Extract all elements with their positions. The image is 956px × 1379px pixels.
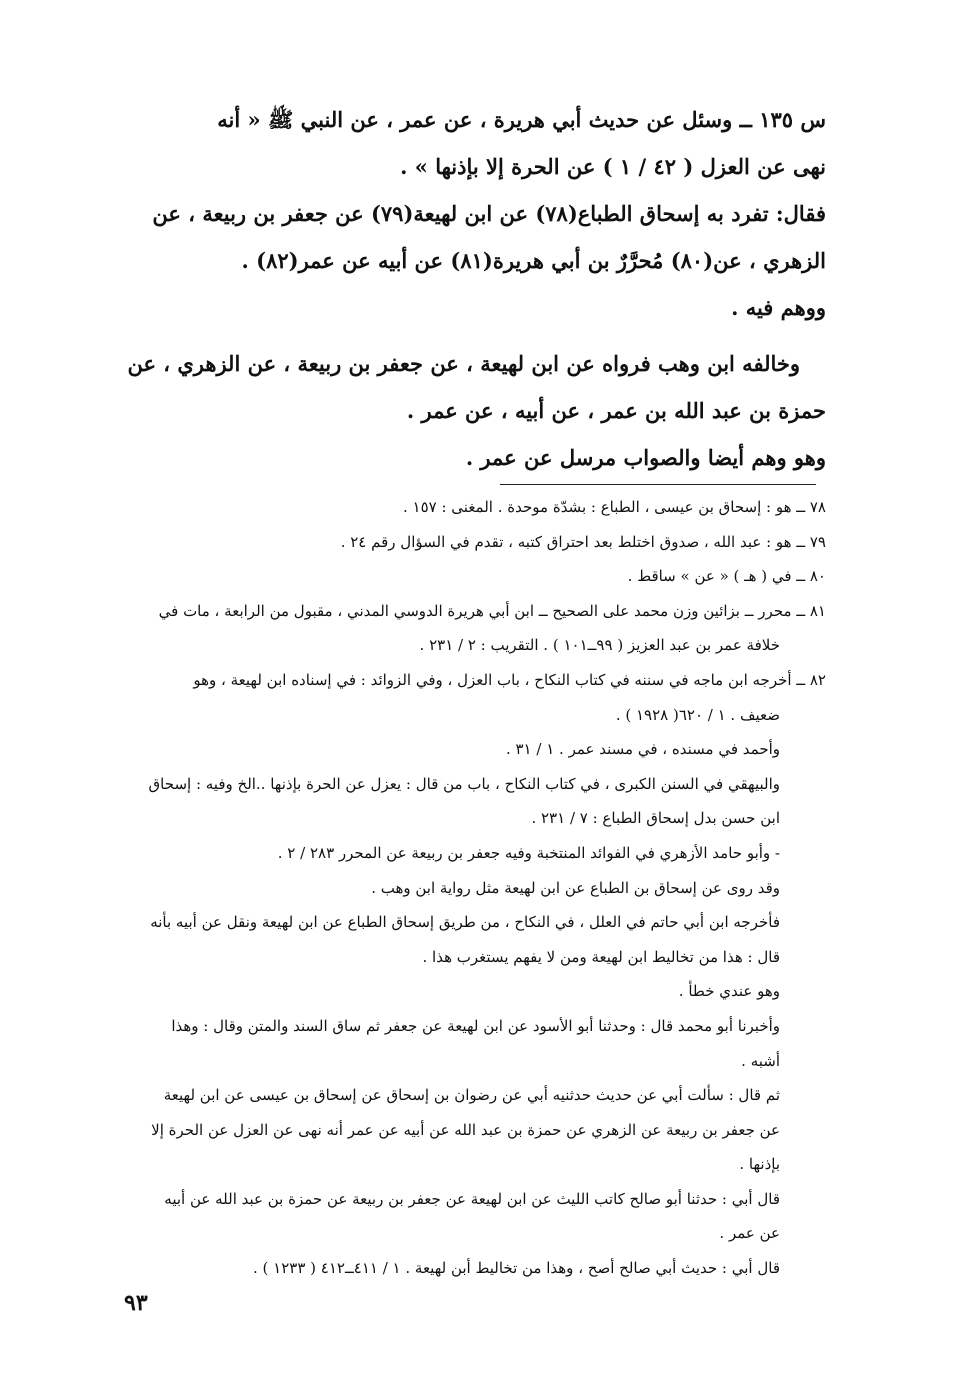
answer-line: وهو وهم أيضا والصواب مرسل عن عمر . xyxy=(465,445,826,470)
footnote-82-line: بإذنها . xyxy=(739,1155,780,1174)
footnote-81-continued: خلافة عمر بن عبد العزيز ( ٩٩ــ١٠١ ) . التقريب : ٢ / ٢٣١ . xyxy=(419,636,780,655)
footnote-82-line: ابن حسن بدل إسحاق الطباع : ٧ / ٢٣١ . xyxy=(531,809,780,828)
answer-line: فقال: تفرد به إسحاق الطباع(٧٨) عن ابن لهيعة(٧٩) عن جعفر بن ربيعة ، عن xyxy=(152,201,826,226)
footnote-78: ٧٨ ــ هو : إسحاق بن عيسى ، الطباع : بشدّة موحدة . المغنى : ١٥٧ . xyxy=(402,498,826,516)
footnote-82-line: قال : هذا من تخاليط ابن لهيعة ومن لا يفهم يستغرب هذا . xyxy=(422,947,780,966)
answer-line: الزهري ، عن(٨٠) مُحرَّرٌ بن أبي هريرة(٨١) عن أبيه عن عمر(٨٢) . xyxy=(241,248,826,273)
footnote-82-line: ضعيف . ١ / ٦٢٠( ١٩٢٨ ) . xyxy=(615,705,780,724)
footnote-82-line: وقد روى عن إسحاق بن الطباع عن ابن لهيعة مثل رواية ابن وهب . xyxy=(371,878,780,897)
question-line: نهى عن العزل ( ٤٢ / ١ ) عن الحرة إلا بإذنها » . xyxy=(400,154,826,179)
footnote-79: ٧٩ ــ هو : عبد الله ، صدوق اختلط بعد احتراق كتبه ، تقدم في السؤال رقم ٢٤ . xyxy=(340,532,826,551)
footnote-82-line: فأخرجه ابن أبي حاتم في العلل ، في النكاح ، من طريق إسحاق الطباع عن ابن لهيعة ونقل عن أبيه بأنه xyxy=(150,913,780,932)
answer-line: حمزة بن عبد الله بن عمر ، عن أبيه ، عن عمر . xyxy=(406,398,826,423)
footnotes xyxy=(126,490,826,1286)
footnote-81: ٨١ ــ محرر ــ بزائين وزن محمد على الصحيح ــ ابن أبي هريرة الدوسي المدني ، مقبول من الرابعة ، مات في xyxy=(158,601,826,620)
footnote-82-line: عن جعفر بن ربيعة عن الزهري عن حمزة بن عبد الله عن أبيه عن عمر أنه نهى عن العزل عن الحرة إلا xyxy=(151,1120,780,1139)
footnote-82: ٨٢ ــ أخرجه ابن ماجه في سننه في كتاب النكاح ، باب العزل ، وفي الزوائد : في إسناده ابن لهيعة ، وهو xyxy=(193,670,826,689)
footnote-separator xyxy=(500,484,816,485)
question-line: س ١٣٥ ــ وسئل عن حديث أبي هريرة ، عن عمر ، عن النبي ﷺ « أنه xyxy=(217,107,826,132)
footnote-82-line: قال أبي : حديث أبي صالح أصح ، وهذا من تخاليط أبن لهيعة . ١ / ٤١١ــ٤١٢ ( ١٢٣٣ ) . xyxy=(253,1259,780,1278)
page-number: ٩٣ xyxy=(124,1290,148,1316)
footnote-82-line: أشبه . xyxy=(741,1051,780,1070)
footnote-82-line: وأخبرنا أبو محمد قال : وحدثنا أبو الأسود عن ابن لهيعة عن جعفر ثم ساق السند والمتن وقال : وهذا xyxy=(171,1016,780,1035)
footnote-82-line: عن عمر . xyxy=(719,1224,780,1243)
footnote-82-line: والبيهقي في السنن الكبرى ، في كتاب النكاح ، باب من قال : يعزل عن الحرة بإذنها ..الخ وفيه : إسحاق xyxy=(148,774,780,793)
footnote-82-line: ثم قال : سألت أبي عن حديث حدثنيه أبي عن رضوان بن إسحاق عن إسحاق بن عيسى عن ابن لهيعة xyxy=(163,1086,780,1105)
footnote-82-line: - وأبو حامد الأزهري في الفوائد المنتخبة وفيه جعفر بن ربيعة عن المحرر ٢٨٣ / ٢ . xyxy=(277,843,780,862)
footnote-82-line: وهو عندي خطأ . xyxy=(678,982,780,1001)
footnote-82-line: وأحمد في مسنده ، في مسند عمر . ١ / ٣١ . xyxy=(505,740,780,759)
footnote-80: ٨٠ ــ في ( هـ ) « عن » ساقط . xyxy=(627,567,826,586)
footnote-82-line: قال أبي : حدثنا أبو صالح كاتب الليث عن ابن لهيعة عن جعفر بن ربيعة عن حمزة بن عبد الله عن أبيه xyxy=(164,1189,780,1208)
answer-line: وخالفه ابن وهب فرواه عن ابن لهيعة ، عن جعفر بن ربيعة ، عن الزهري ، عن xyxy=(127,351,800,376)
main-text xyxy=(126,96,826,481)
answer-line: ووهم فيه . xyxy=(731,295,826,320)
